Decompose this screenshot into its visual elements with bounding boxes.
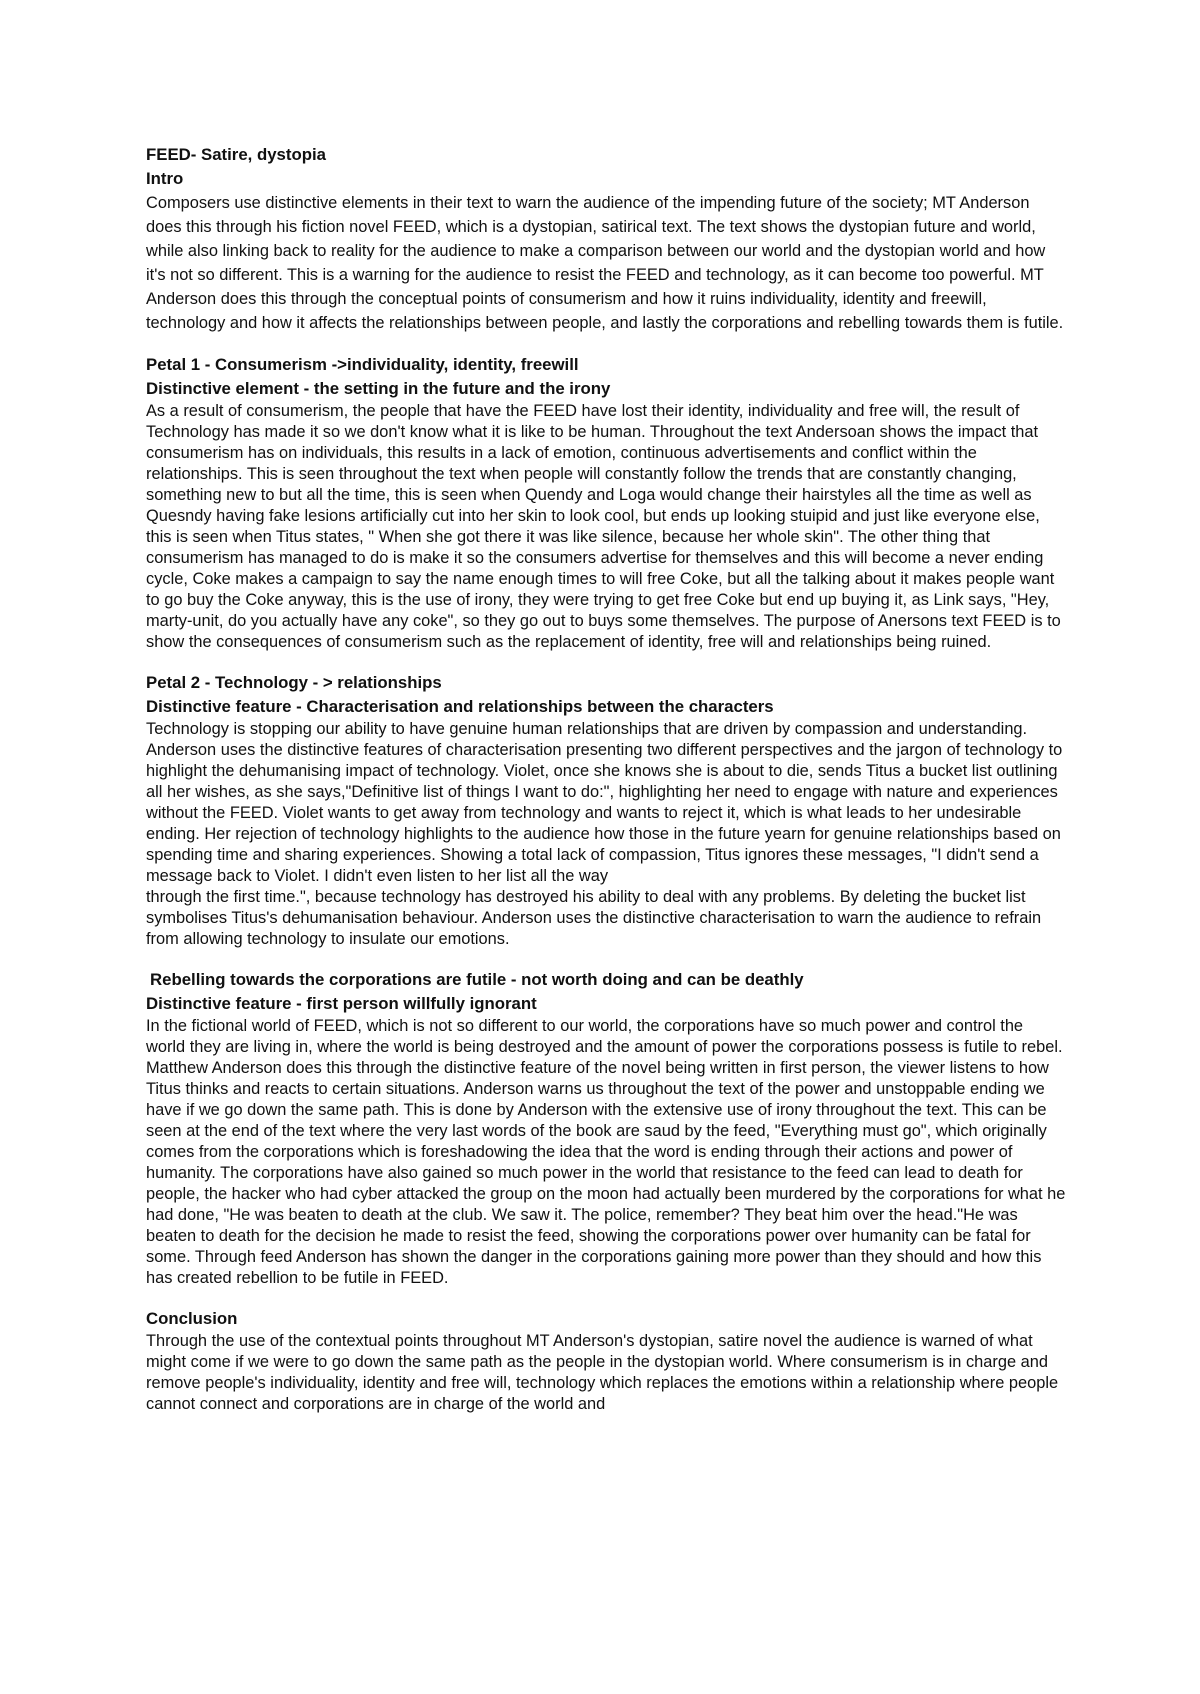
conclusion-heading: Conclusion xyxy=(146,1309,238,1328)
petal-2-subheading: Distinctive feature - Characterisation and relationships between the characters xyxy=(146,697,774,716)
document-title: FEED- Satire, dystopia xyxy=(146,145,326,164)
conclusion-section xyxy=(146,1307,1066,1415)
intro-paragraph: Composers use distinctive elements in their text to warn the audience of the impending future of the society; MT Anderson does this through his fiction novel FEED, which is a dystopian, satirical text. The text shows the dystopian future and world, while also linking back to reality for the audience to make a comparison between our world and the dystopian world and how it's not so different. This is a warning for the audience to resist the FEED and technology, as it can become too powerful. MT Anderson does this through the conceptual points of consumerism and how it ruins individuality, identity and freewill, technology and how it affects the relationships between people, and lastly the corporations and rebelling towards them is futile. xyxy=(146,194,1064,332)
petal-2-section xyxy=(146,671,1066,950)
intro-heading: Intro xyxy=(146,169,184,188)
petal-1-paragraph: As a result of consumerism, the people that have the FEED have lost their identity, individuality and free will, the result of Technology has made it so we don't know what it is like to be human. Throughout the text Andersoan shows the impact that consumerism has on individuals, this results in a lack of emotion, continuous advertisements and conflict within the relationships. This is seen throughout the text when people will constantly follow the trends that are constantly changing, something new to but all the time, this is seen when Quendy and Loga would change their hairstyles all the time as well as Quesndy having fake lesions artificially cut into her skin to look cool, but ends up looking stuipid and just like everyone else, this is seen when Titus states, " When she got there it was like silence, because her whole skin". The other thing that consumerism has managed to do is make it so the consumers advertise for themselves and this will become a never ending cycle, Coke makes a campaign to say the name enough times to will free Coke, but all the talking about it makes people want to go buy the Coke anyway, this is the use of irony, they were trying to get free Coke but end up buying it, as Link says, "Hey, marty-unit, do you actually have any coke", so they go out to buys some themselves. The purpose of Anersons text FEED is to show the consequences of consumerism such as the replacement of identity, free will and relationships being ruined. xyxy=(146,402,1061,651)
petal-3-heading: Rebelling towards the corporations are futile - not worth doing and can be deathly xyxy=(150,970,804,989)
petal-2-paragraph: Technology is stopping our ability to have genuine human relationships that are driven by compassion and understanding. Anderson uses the distinctive features of characterisation presenting two different perspectives and the jargon of technology to highlight the dehumanising impact of technology. Violet, once she knows she is about to die, sends Titus a bucket list outlining all her wishes, as she says,"Definitive list of things I want to do:", highlighting her need to engage with nature and experiences without the FEED. Violet wants to get away from technology and wants to reject it, which is what leads to her undesirable ending. Her rejection of technology highlights to the audience how those in the future yearn for genuine relationships based on spending time and sharing experiences. Showing a total lack of compassion, Titus ignores these messages, "I didn't send a message back to Violet. I didn't even listen to her list all the way xyxy=(146,720,1063,885)
petal-2-paragraph-continued: through the first time.", because technology has destroyed his ability to deal with any problems. By deleting the bucket list symbolises Titus's dehumanisation behaviour. Anderson uses the distinctive characterisation to warn the audience to refrain from allowing technology to insulate our emotions. xyxy=(146,888,1042,948)
petal-1-section xyxy=(146,353,1066,653)
petal-3-subheading: Distinctive feature - first person willfully ignorant xyxy=(146,994,537,1013)
petal-3-section xyxy=(146,968,1066,1289)
intro-section xyxy=(146,167,1066,335)
petal-3-paragraph: In the fictional world of FEED, which is not so different to our world, the corporations have so much power and control the world they are living in, where the world is being destroyed and the amount of power the corporations possess is futile to rebel. Matthew Anderson does this through the distinctive feature of the novel being written in first person, the viewer listens to how Titus thinks and reacts to certain situations. Anderson warns us throughout the text of the power and unstoppable ending we have if we go down the same path. This is done by Anderson with the extensive use of irony throughout the text. This can be seen at the end of the text where the very last words of the book are saud by the feed, "Everything must go", which originally comes from the corporations which is foreshadowing the idea that the word is ending through their actions and power of humanity. The corporations have also gained so much power in the world that resistance to the feed can lead to death for people, the hacker who had cyber attacked the group on the moon had actually been murdered by the corporations for what he had done, "He was beaten to death at the club. We saw it. The police, remember? They beat him over the head."He was beaten to death for the decision he made to resist the feed, showing the corporations power over humanity can be fatal for some. Through feed Anderson has shown the danger in the corporations gaining more power than they should and how this has created rebellion to be futile in FEED. xyxy=(146,1017,1066,1287)
petal-1-heading: Petal 1 - Consumerism ->individuality, identity, freewill xyxy=(146,355,579,374)
petal-2-heading: Petal 2 - Technology - > relationships xyxy=(146,673,442,692)
petal-1-subheading: Distinctive element - the setting in the future and the irony xyxy=(146,379,611,398)
document-page xyxy=(146,143,1066,1415)
conclusion-paragraph: Through the use of the contextual points throughout MT Anderson's dystopian, satire novel the audience is warned of what might come if we were to go down the same path as the people in the dystopian world. Where consumerism is in charge and remove people's individuality, identity and free will, technology which replaces the emotions within a relationship where people cannot connect and corporations are in charge of the world and xyxy=(146,1332,1059,1413)
